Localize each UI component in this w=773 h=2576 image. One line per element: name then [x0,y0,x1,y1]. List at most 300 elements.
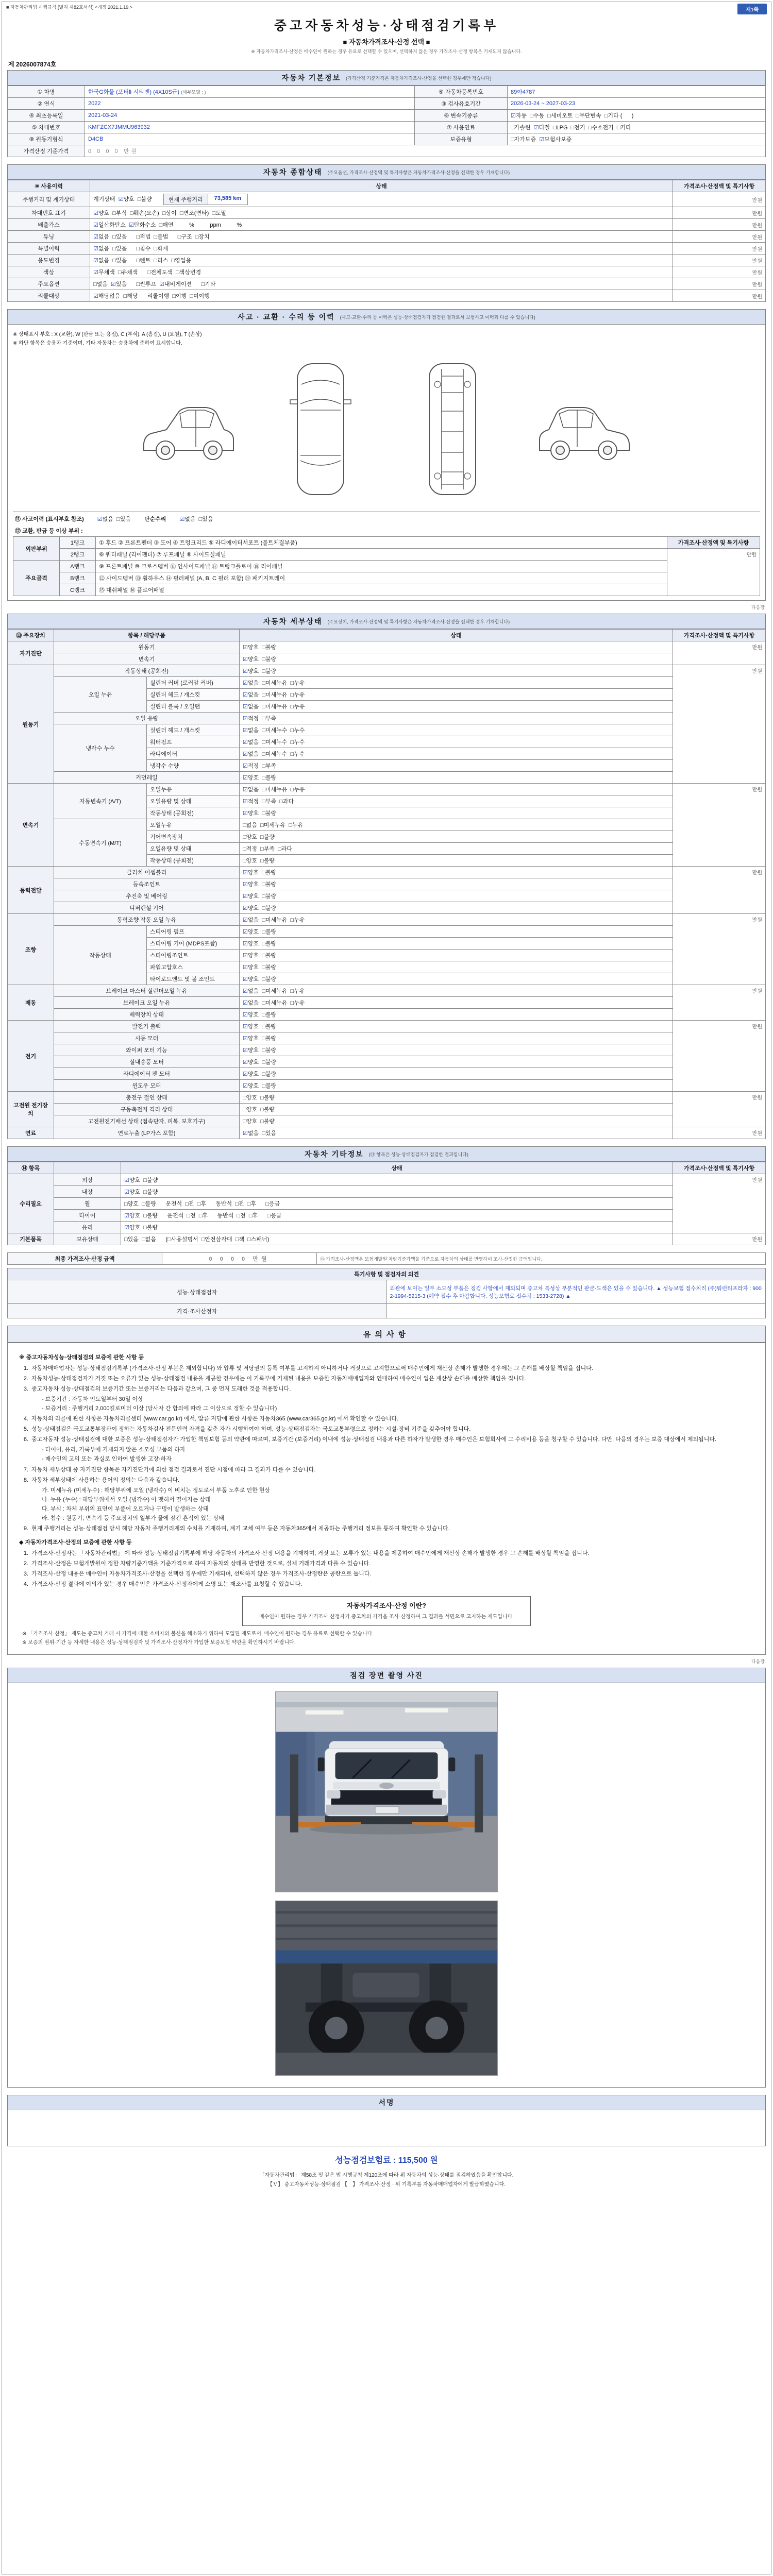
notice-list-2 [19,1549,754,1589]
table-header-row [8,180,766,192]
state-checkboxes[interactable]: ☑양호 □불량 [240,641,673,653]
detail-row [8,677,766,689]
detail-price-cell: 만원 [673,665,766,784]
detail-price-cell: 만원 [673,641,766,665]
part-label: 스티어링 펌프 [147,926,240,938]
etc-state-checkboxes[interactable]: □양호 □불량 운전석 □전 □후 동반석 □전 □후 □응급 [121,1198,673,1210]
item-label: 변속기 [54,653,240,665]
etc-state-checkboxes[interactable]: ☑양호 □불량 [121,1186,673,1198]
notice-item [19,1435,754,1444]
car-diagrams [13,347,760,508]
state-checkboxes[interactable]: ☑없음 □미세누유 □누유 [240,689,673,701]
final-price-label: 최종 가격조사·산정 금액 [8,1253,162,1265]
usage-history-row [8,231,766,243]
vin-value: KMFZCX7JMMU963932 [85,122,415,133]
signature-footer-1: 「자동차관리법」 제58조 및 같은 법 시행규칙 제120조에 따라 위 자동차의 성능·상태를 점검하였음을 확인합니다. [259,2172,514,2178]
state-checkboxes[interactable]: ☑양호 □불량 [240,807,673,819]
basic-info-note: (가격산정 기준가격은 자동차가격조사·산정을 선택한 경우에만 적습니다) [346,75,492,81]
device-label: 원동기 [8,665,54,784]
notice-item-number: 3. [23,1570,28,1577]
comprehensive-title: 자동차 종합상태 [263,168,323,176]
comprehensive-body [8,192,766,302]
detail-row [8,713,766,724]
part-label: 오일유량 및 상태 [147,843,240,855]
vin-label: ⑤ 차대번호 [8,122,85,133]
usage-price-cell: 만원 [673,278,766,290]
notice-list-1 [19,1364,754,1533]
photos-box [7,1683,766,2088]
signature-title-band [7,2095,766,2110]
detail-price-cell: 만원 [673,1021,766,1092]
notice-item-text: 자동차성능·상태점검자가 거짓 또는 오류가 있는 성능·상태점검 내용을 제공한 경우에는 이 기록부에 기재된 내용을 보증한 자동차매매업자와 연대하여 매수인이 입은 재산상 손해를 배상할 책임을 집니다. [31,1376,526,1382]
valid-label: ③ 검사유효기간 [415,98,508,110]
basic-info-title: 자동차 기본정보 [281,74,341,82]
state-checkboxes[interactable]: ☑없음 □미세누유 □누유 [240,784,673,795]
state-checkboxes[interactable]: ☑양호 □불량 [240,902,673,914]
item-label: 커먼레일 [54,772,240,784]
state-checkboxes[interactable]: ☑없음 □미세누유 □누유 [240,701,673,713]
state-checkboxes[interactable]: ☑양호 □불량 [240,973,673,985]
main-frame-label: 주요골격 [13,561,60,596]
state-checkboxes[interactable]: □양호 □불량 [240,855,673,867]
notice-item [19,1425,754,1434]
notice-item [19,1476,754,1485]
simple-repair-checkboxes[interactable]: ☑없음 □있음 [179,516,213,522]
usage-history-row [8,219,766,231]
warranty-label: 보증유형 [415,133,508,145]
current-mileage-box [163,194,248,205]
detail-body [8,641,766,1139]
inspector-opinion: 외관에 보이는 일부 소모성 부품은 점검 사항에서 제외되며 중고차 특성상 부분적인 판금·도색은 있을 수 있습니다. ▲ 성능보험 접수처리 (주)워런티프라자 : 9002-1994-5215-3 (예약 접수 후 마감합니다. 성능보험료 접수처 : 1533-2728) ▲ [386,1280,766,1304]
transmission-checkboxes[interactable]: ☑자동 □수동 □세미오토 □무단변속 □기타 ( ) [508,110,766,122]
state-checkboxes[interactable]: ☑양호 □불량 [240,653,673,665]
notice-item-number: 8. [23,1477,28,1483]
page-subtitle: ■ 자동차가격조사·산정 선택 ■ [343,38,430,46]
item-header: 항목 / 해당부품 [54,630,240,641]
detail-row [8,997,766,1009]
etc-title: 자동차 기타정보 [305,1150,364,1158]
notice-subitem: - 매수인의 고의 또는 과실로 인하여 발생한 고장·하자 [42,1456,172,1463]
part-label: 작동상태 (공회전) [147,807,240,819]
notice-item [19,1580,754,1589]
state-checkboxes[interactable]: ☑양호 □불량 [240,1009,673,1021]
item-label: 오일 유량 [54,713,240,724]
etc-item-label: 외장 [54,1174,121,1186]
signature-area[interactable] [7,2110,766,2146]
table-header-row [8,1162,766,1174]
notice-item-text: 중고자동차 성능·상태점검의 보증기간 또는 보증거리는 다음과 같으며, 그 중 먼저 도래한 것을 적용합니다. [31,1386,291,1393]
etc-item-header [54,1162,121,1174]
notice-item-text: 자동차매매업자는 성능·상태점검기록부 (가격조사·산정 부분은 제외합니다) 와 압류 및 저당권의 등록 여부를 고지하지 아니하거나 거짓으로 고지함으로써 매수인에게 재산상 손해가 발생한 경우에는 그 손해를 배상할 책임을 집니다. [31,1365,593,1372]
state-checkboxes[interactable]: ☑양호 □불량 [240,1021,673,1032]
item-label: 브레이크 오일 누유 [54,997,240,1009]
table-row [8,110,766,122]
device-label: 변속기 [8,784,54,867]
comprehensive-title-band [7,164,766,180]
usage-state-checkboxes[interactable]: ☑일산화탄소 ☑탄화수소 □매연 % ppm % [90,219,673,231]
basic-info-table [7,86,766,157]
etc-item-label: 보유상태 [54,1233,121,1245]
etc-body [8,1174,766,1245]
table-row [8,86,766,98]
notice-item-number: 9. [23,1525,28,1532]
price-header: 가격조사·산정액 및 특기사항 [673,180,766,192]
final-price-note: ⑮ 가격조사·산정액은 보험개발원 차량기준가액을 기준으로 자동차의 상태를 반영하여 조사·산정한 금액입니다. [317,1253,766,1265]
state-checkboxes[interactable]: ☑적정 □부족 [240,760,673,772]
etc-row [8,1210,766,1222]
detail-row [8,772,766,784]
device-label: 조향 [8,914,54,985]
usage-label: 주요옵션 [8,278,90,290]
state-checkboxes[interactable]: ☑없음 □미세누수 □누수 [240,724,673,736]
item-label: 자동변속기 (A/T) [54,784,147,819]
detail-title-band [7,614,766,629]
notice-title: 유의사항 [7,1326,766,1343]
usage-price-cell: 만원 [673,207,766,219]
state-codes-line1: ※ 상태표시 부호 : X (교환), W (판금 또는 용접), C (부식), A (흠집), U (요철), T (손상) [13,332,202,337]
item-label: 작동상태 [54,926,147,985]
etc-row [8,1186,766,1198]
state-checkboxes[interactable]: ☑없음 □미세누유 □누유 [240,997,673,1009]
etc-state-checkboxes[interactable]: ☑양호 □불량 [121,1174,673,1186]
etc-state-header: 상태 [121,1162,673,1174]
state-checkboxes[interactable]: □양호 □불량 [240,831,673,843]
etc-note: (⑭ 항목은 성능·상태점검자가 점검한 결과입니다) [368,1151,468,1157]
state-checkboxes[interactable]: ☑없음 □미세누유 □누유 [240,677,673,689]
notice-item-text: 가격조사·산정자는 「자동차관리법」 에 따라 성능·상태점검기록부에 해당 자동차의 가격조사·산정 내용을 기재하며, 거짓 또는 오류가 있는 내용을 제공하여 매수인에게 재산상 손해가 발생한 경우 그 손해를 배상할 책임을 집니다. [31,1550,590,1556]
warranty-checkboxes[interactable]: □자가보증 ☑보험사보증 [508,133,766,145]
usage-state-checkboxes[interactable]: ☑없음 □있음 □침수 □화재 [90,243,673,255]
car-name-label: ① 차명 [8,86,85,98]
accident-title: 사고 · 교환 · 수리 등 이력 [238,313,335,321]
device-label: 전기 [8,1021,54,1092]
usage-price-cell: 만원 [673,231,766,243]
state-checkboxes[interactable]: ☑양호 □불량 [240,1068,673,1080]
etc-group-label: 수리필요 [8,1174,54,1233]
notice-subitem: - 보증거리 : 주행거리 2,000킬로미터 이상 (당사자 간 합의에 따라 그 이상으로 정할 수 있습니다) [42,1405,277,1412]
notice-item-number: 1. [23,1550,28,1556]
notice-item-text: 중고자동차 성능·상태점검에 대한 보증은 성능·상태점검자가 가입한 책임보험 등의 약관에 따르며, 보증기간 (보증거리) 이내에 성능·상태점검 내용과 다른 하자가 발생한 경우 매수인은 보험회사에 그 수리비용 등을 청구할 수 있습니다. 다만, 다음의 경우는 보증 대상에서 제외됩니다. [31,1436,717,1443]
notice-subitem: 라. 침수 : 원동기, 변속기 등 주요장치의 일부가 물에 잠긴 흔적이 있는 상태 [42,1515,224,1521]
state-checkboxes[interactable]: □없음 □미세누유 □누유 [240,819,673,831]
simple-repair-label: 단순수리 [144,516,166,522]
form-ref: ■ 자동차관리법 시행규칙 [별지 제82호서식] <개정 2021.1.19.> [6,5,132,10]
current-mileage-label: 현재 주행거리 [164,194,208,205]
part-label: 스티어링조인트 [147,950,240,961]
part-label: 오일누유 [147,819,240,831]
accident-history-row [13,511,760,525]
item-label: 구동축전지 격리 상태 [54,1104,240,1115]
notice-item-text: 가격조사·산정은 보험개발원이 정한 차량기준가액을 기준가격으로 하여 자동차의 상태를 반영한 것으로, 실제 거래가격과 다를 수 있습니다. [31,1560,371,1567]
notice-item [19,1466,754,1475]
part-label: 오일유량 및 상태 [147,795,240,807]
notice-item-number: 4. [23,1416,28,1422]
device-label: 자기진단 [8,641,54,665]
base-price-value: 0 0 0 0 만원 [85,145,766,157]
table-row [8,145,766,157]
final-price-value: 0 0 0 0 만원 [162,1253,317,1265]
rankB-parts: ⑫ 사이드멤버 ⑬ 휠하우스 ⑭ 필러패널 (A, B, C 필러 포함) ⑲ 패키지트레이 [96,572,667,584]
outer-panel-label: 외판부위 [13,537,60,561]
notice-subitem: 가. 미세누유 (미세누수) : 해당부위에 오일 (냉각수) 이 비치는 정도로서 부품 노후로 인한 현상 [42,1487,271,1494]
detail-row [8,914,766,926]
state-checkboxes[interactable]: ☑양호 □불량 [240,1056,673,1068]
notice-subheading-2: ◆ 자동차가격조사·산정의 보증에 관한 사항 등 [19,1539,132,1546]
notice-subitem: - 타이어, 유리, 기록부에 기재되지 않은 소모성 부품의 하자 [42,1447,186,1453]
detail-row [8,1032,766,1044]
section-photos [7,1668,766,2088]
device-header: ⑬ 주요장치 [8,630,54,641]
state-checkboxes[interactable]: □양호 □불량 [240,1104,673,1115]
next-page-label: 다음장 [751,605,765,610]
etc-item-label: 휠 [54,1198,121,1210]
section-accident-history [7,309,766,601]
etc-group-header: ⑭ 항목 [8,1162,54,1174]
state-checkboxes[interactable]: ☑양호 □불량 [240,1032,673,1044]
usage-price-cell: 만원 [673,255,766,266]
section-signature [7,2095,766,2188]
table-row [13,561,760,572]
state-checkboxes[interactable]: ☑양호 □불량 [240,772,673,784]
device-label: 동력전달 [8,867,54,914]
state-checkboxes[interactable]: ☑양호 □불량 [240,1044,673,1056]
detail-row [8,902,766,914]
notice-item-text: 자동차 세부상태 중 자기진단 항목은 자기진단기에 의한 점검 결과로서 진단 시점에 따라 그 결과가 다를 수 있습니다. [31,1466,316,1473]
opinions-title: 특기사항 및 점검자의 의견 [8,1268,766,1280]
car-diagram-top-frame [398,354,507,504]
state-checkboxes[interactable]: ☑양호 □불량 [240,867,673,878]
detail-row [8,867,766,878]
usage-state-checkboxes[interactable]: 계기상태 ☑양호 □불량 현재 주행거리 73,585 km [90,192,673,207]
usage-history-row [8,207,766,219]
rankA-parts: ⑨ 프론트패널 ⑩ 크로스멤버 ⑪ 인사이드패널 ⑰ 트렁크플로어 ⑱ 리어패널 [96,561,667,572]
detail-price-cell: 만원 [673,985,766,1021]
rankC-label: C랭크 [60,584,96,596]
usage-state-checkboxes[interactable]: ☑없음 □있음 □적법 □불법 □구조 □장치 [90,231,673,243]
usage-price-cell: 만원 [673,192,766,207]
usage-label: 용도변경 [8,255,90,266]
part-label: 실린더 블록 / 오일팬 [147,701,240,713]
state-checkboxes[interactable]: ☑적정 □부족 □과다 [240,795,673,807]
section-basic-info [7,70,766,157]
state-checkboxes[interactable]: ☑양호 □불량 [240,961,673,973]
state-checkboxes[interactable]: ☑없음 □미세누수 □누수 [240,748,673,760]
detail-price-cell: 만원 [673,1127,766,1139]
part-label: 냉각수 수량 [147,760,240,772]
accident-title-band [7,309,766,325]
year-value: 2022 [85,98,415,110]
state-checkboxes[interactable]: ☑양호 □불량 [240,938,673,950]
item-label: 원동기 [54,641,240,653]
signature-title: 서명 [378,2098,395,2107]
etc-table [7,1162,766,1245]
rank1-parts: ① 후드 ② 프론트펜더 ③ 도어 ④ 트렁크리드 ⑤ 라디에이터서포트 (볼트체결부품) [96,537,667,549]
rank2-parts: ⑥ 쿼터패널 (리어펜더) ⑦ 루프패널 ⑧ 사이드실패널 [96,549,667,561]
notice-subitem: - 보증기간 : 자동차 인도일부터 30일 이상 [42,1396,143,1403]
part-label: 기어변속장치 [147,831,240,843]
item-label: 충전구 절연 상태 [54,1092,240,1104]
page-title: 중고자동차성능·상태점검기록부 [274,19,499,33]
table-row [13,584,760,596]
notice-item-number: 1. [23,1365,28,1372]
etc-state-checkboxes[interactable]: □있음 □없음 (□사용설명서 □안전삼각대 □잭 □스패너) [121,1233,673,1245]
info-box-title: 자동차가격조사·산정 이란? [346,1602,427,1610]
usage-history-header: ⑩ 사용이력 [8,180,90,192]
device-label: 제동 [8,985,54,1021]
detail-row [8,890,766,902]
device-label: 연료 [8,1127,54,1139]
item-label: 연료누출 (LP가스 포함) [54,1127,240,1139]
section-notice [7,1326,766,1655]
section-comprehensive [7,164,766,302]
base-price-label: 가격산정 기준가격 [8,145,85,157]
part-label: 실린더 헤드 / 개스킷 [147,689,240,701]
etc-title-band [7,1146,766,1162]
etc-price-cell: 만원 [673,1174,766,1233]
etc-state-checkboxes[interactable]: ☑양호 □불량 [121,1222,673,1233]
table-row [8,1304,766,1318]
notice-body [7,1343,766,1655]
notice-item-text: 현재 주행거리는 성능·상태점검 당시 해당 자동차 주행거리계의 수치를 기재하며, 계기 교체 여부 등은 자동차365에서 제공하는 주행거리 정보를 통하여 확인할 수 있습니다. [31,1525,450,1532]
state-checkboxes[interactable]: ☑적정 □부족 [240,713,673,724]
state-checkboxes[interactable]: ☑양호 □불량 [240,926,673,938]
usage-state-checkboxes[interactable]: ☑무채색 □유채색 □전체도색 □색상변경 [90,266,673,278]
car-name-value [85,86,415,98]
usage-label: 배출가스 [8,219,90,231]
etc-row [8,1222,766,1233]
accident-box [7,325,766,601]
detail-row [8,665,766,677]
reg-no-label: ⑨ 자동차등록번호 [415,86,508,98]
table-row [13,549,760,561]
state-checkboxes[interactable]: ☑없음 □미세누유 □누유 [240,914,673,926]
usage-price-cell: 만원 [673,290,766,302]
item-label: 배력장치 상태 [54,1009,240,1021]
rankC-parts: ⑮ 대쉬패널 ⑯ 플로어패널 [96,584,667,596]
part-label: 워터펌프 [147,736,240,748]
car-diagram-side-right [530,354,638,504]
usage-state-checkboxes[interactable]: □없음 ☑있음 □썬루프 ☑내비게이션 □기타 [90,278,673,290]
usage-state-checkboxes[interactable]: ☑없음 □있음 □렌트 □리스 □영업용 [90,255,673,266]
usage-label: 튜닝 [8,231,90,243]
detail-price-cell: 만원 [673,1092,766,1127]
item-label: 수동변속기 (M/T) [54,819,147,867]
engine-type-label: ⑧ 원동기형식 [8,133,85,145]
state-checkboxes[interactable]: ☑없음 □미세누유 □누유 [240,985,673,997]
usage-state-checkboxes[interactable]: ☑양호 □부식 □훼손(오손) □상이 □변조(변타) □도말 [90,207,673,219]
state-checkboxes[interactable]: ☑없음 □미세누수 □누수 [240,736,673,748]
header-note: ※ 자동차가격조사·산정은 매수인이 원하는 경우 유료로 선택할 수 있으며, 선택하지 않은 경우 가격조사·산정 항목은 기재되지 않습니다. [251,49,522,54]
notice-item-number: 3. [23,1386,28,1393]
fuel-checkboxes[interactable]: □가솔린 ☑디젤 □LPG □전기 □수소전기 □기타 [508,122,766,133]
section-final-price [7,1252,766,1318]
rank2-label: 2랭크 [60,549,96,561]
detail-row [8,819,766,831]
device-label: 고전원 전기장치 [8,1092,54,1127]
detail-row [8,784,766,795]
etc-row [8,1233,766,1245]
notice-item [19,1560,754,1568]
inspection-photo-underside [275,1901,498,2076]
photos-title: 점검 장면 촬영 사진 [350,1671,423,1680]
part-label: 스티어링 기어 (MDPS포함) [147,938,240,950]
state-checkboxes[interactable]: ☑양호 □불량 [240,950,673,961]
notice-item-number: 5. [23,1426,28,1433]
etc-item-label: 내장 [54,1186,121,1198]
accident-note: (사고·교환·수리 등 이력은 성능·상태점검자가 점검한 결과로서 보험사고 이력과 다를 수 있습니다) [340,314,535,320]
item-label: 실내송풍 모터 [54,1056,240,1068]
usage-price-cell: 만원 [673,243,766,255]
detail-price-cell: 만원 [673,867,766,914]
valid-value: 2026-03-24 ~ 2027-03-23 [508,98,766,110]
accident-history-checkboxes[interactable]: ☑없음 □있음 [97,516,131,522]
state-checkboxes[interactable]: ☑양호 □불량 [240,890,673,902]
state-checkboxes[interactable]: ☑양호 □불량 [240,665,673,677]
item-label: 브레이크 마스터 실린더오일 누유 [54,985,240,997]
usage-history-row [8,192,766,207]
item-label: 디퍼렌셜 기어 [54,902,240,914]
section-detail [7,614,766,1139]
item-label: 시동 모터 [54,1032,240,1044]
usage-label: 특별이력 [8,243,90,255]
notice-item-text: 자동차 세부상태에 사용하는 용어의 정의는 다음과 같습니다. [31,1477,180,1483]
doc-number: 제 2026007874호 [8,61,57,68]
notice-item [19,1385,754,1394]
item-label: 작동상태 (공회전) [54,665,240,677]
detail-note: (주요장치, 가격조사·산정액 및 특기사항은 자동차가격조사·산정을 선택한 경우 기재합니다) [327,619,510,624]
state-checkboxes[interactable]: ☑양호 □불량 [240,1080,673,1092]
notice-subheading-1: ※ 중고자동차성능·상태점검의 보증에 관한 사항 등 [19,1354,144,1361]
inspector-label: 성능·상태점검자 [8,1280,387,1304]
usage-price-cell: 만원 [673,219,766,231]
insurance-premium-value: 115,500 원 [398,2156,438,2165]
item-label: 냉각수 누수 [54,724,147,772]
year-label: ② 연식 [8,98,85,110]
state-checkboxes[interactable]: □양호 □불량 [240,1092,673,1104]
notice-item [19,1549,754,1558]
usage-state-checkboxes[interactable]: ☑해당없음 □해당 리콜이행 □이행 □미이행 [90,290,673,302]
notice-item-number: 2. [23,1376,28,1382]
notice-subitem: 나. 누유 (누수) : 해당부위에서 오일 (냉각수) 이 맺혀서 떨어지는 상태 [42,1496,211,1503]
notice-item [19,1570,754,1579]
item-label: 클러치 어셈블리 [54,867,240,878]
state-checkboxes[interactable]: ☑없음 □있음 [240,1127,673,1139]
notice-item-text: 자동차의 리콜에 관한 사항은 자동차리콜센터 (www.car.go.kr) 에서, 압류·저당에 관한 사항은 자동차365 (www.car365.go.kr) 에서 확인할 수 있습니다. [31,1416,399,1422]
part-label: 라디에이터 [147,748,240,760]
detail-price-cell: 만원 [673,784,766,867]
rankB-label: B랭크 [60,572,96,584]
table-row [8,1280,766,1304]
notice-subitem: 다. 부식 : 차체 부위의 표면이 부풀어 오르거나 구멍이 발생하는 상태 [42,1505,209,1512]
photos-title-band [7,1668,766,1683]
table-header-row [8,630,766,641]
car-name: 한국G화물 (포터Ⅱ 시티밴) (4X10S급) [88,89,180,95]
detail-row [8,1068,766,1080]
table-row [8,1253,766,1265]
detail-price-header: 가격조사·산정액 및 특기사항 [673,630,766,641]
next-page-label-2: 다음장 [751,1658,765,1664]
state-checkboxes[interactable]: ☑양호 □불량 [240,878,673,890]
usage-history-row [8,255,766,266]
state-checkboxes[interactable]: □적정 □부족 □과다 [240,843,673,855]
etc-state-checkboxes[interactable]: ☑양호 □불량 운전석 □전 □후 동반석 □전 □후 □응급 [121,1210,673,1222]
state-checkboxes[interactable]: □양호 □불량 [240,1115,673,1127]
usage-history-row [8,290,766,302]
final-price-table [7,1252,766,1265]
part-label: 실린더 커버 (로커암 커버) [147,677,240,689]
detail-row [8,985,766,997]
detail-row [8,1092,766,1104]
